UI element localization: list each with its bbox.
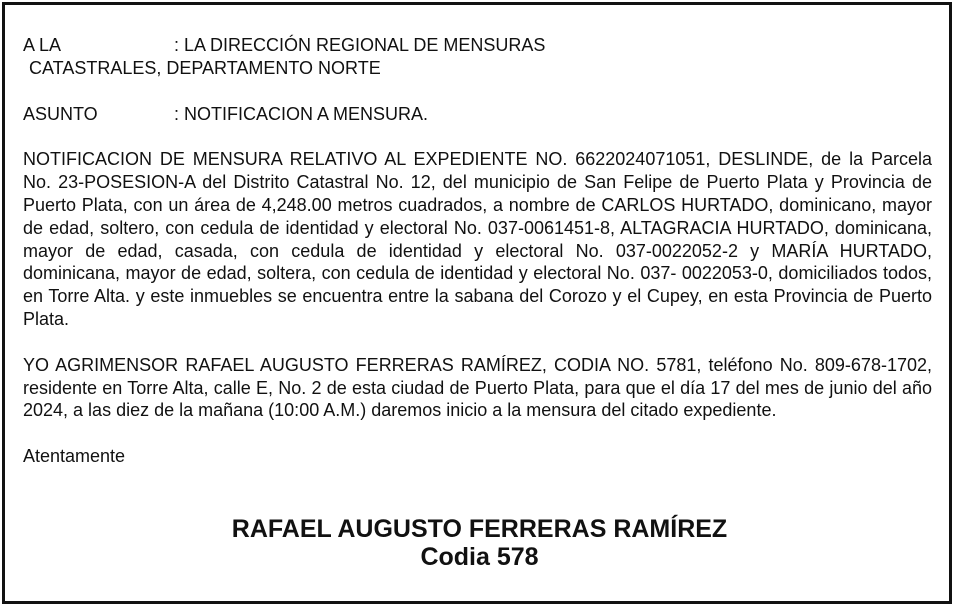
spacer: [23, 331, 932, 354]
addressee-value: : LA DIRECCIÓN REGIONAL DE MENSURAS: [174, 35, 546, 55]
spacer: [23, 422, 932, 445]
surveyor-paragraph: YO AGRIMENSOR RAFAEL AUGUSTO FERRERAS RAMÍREZ, CODIA NO. 5781, teléfono No. 809-678-1702, residente en Torre Alta, calle E, No. 2 de esta ciudad de Puerto Plata, para que el día 17 del mes de junio del año 2024, a las diez de la mañana (10:00 A.M.) daremos inicio a la mensura del citado expediente.: [23, 354, 932, 421]
addressee-value-continuation: CATASTRALES, DEPARTAMENTO NORTE: [29, 57, 381, 78]
spacer: [23, 80, 932, 103]
signature-codia: Codia 578: [420, 543, 539, 571]
closing-text: Atentamente: [23, 446, 126, 467]
subject-label: ASUNTO: [23, 103, 98, 124]
subject-value: : NOTIFICACION A MENSURA.: [174, 103, 429, 124]
notice-frame: [2, 2, 952, 604]
signature-block: [5, 515, 954, 571]
notice-content: [23, 34, 932, 468]
addressee-row: [23, 34, 932, 57]
signature-name: RAFAEL AUGUSTO FERRERAS RAMÍREZ: [231, 515, 728, 543]
spacer: [23, 125, 932, 148]
addressee-label: A LA: [23, 35, 62, 55]
notification-paragraph: NOTIFICACION DE MENSURA RELATIVO AL EXPEDIENTE NO. 6622024071051, DESLINDE, de la Parcela No. 23-POSESION-A del Distrito Catastral No. 12, del municipio de San Felipe de Puerto Plata y Provincia de Puerto Plata, con un área de 4,248.00 metros cuadrados, a nombre de CARLOS HURTADO, dominicano, mayor de edad, soltero, con cedula de identidad y electoral No. 037-0061451-8, ALTAGRACIA HURTADO, dominicana, mayor de edad, casada, con cedula de identidad y electoral No. 037-0022052-2 y MARÍA HURTADO, dominicana, mayor de edad, soltera, con cedula de identidad y electoral No. 037- 0022053-0, domiciliados todos, en Torre Alta. y este inmuebles se encuentra entre la sabana del Corozo y el Cupey, en esta Provincia de Puerto Plata.: [23, 149, 932, 329]
subject-row: [23, 103, 932, 126]
